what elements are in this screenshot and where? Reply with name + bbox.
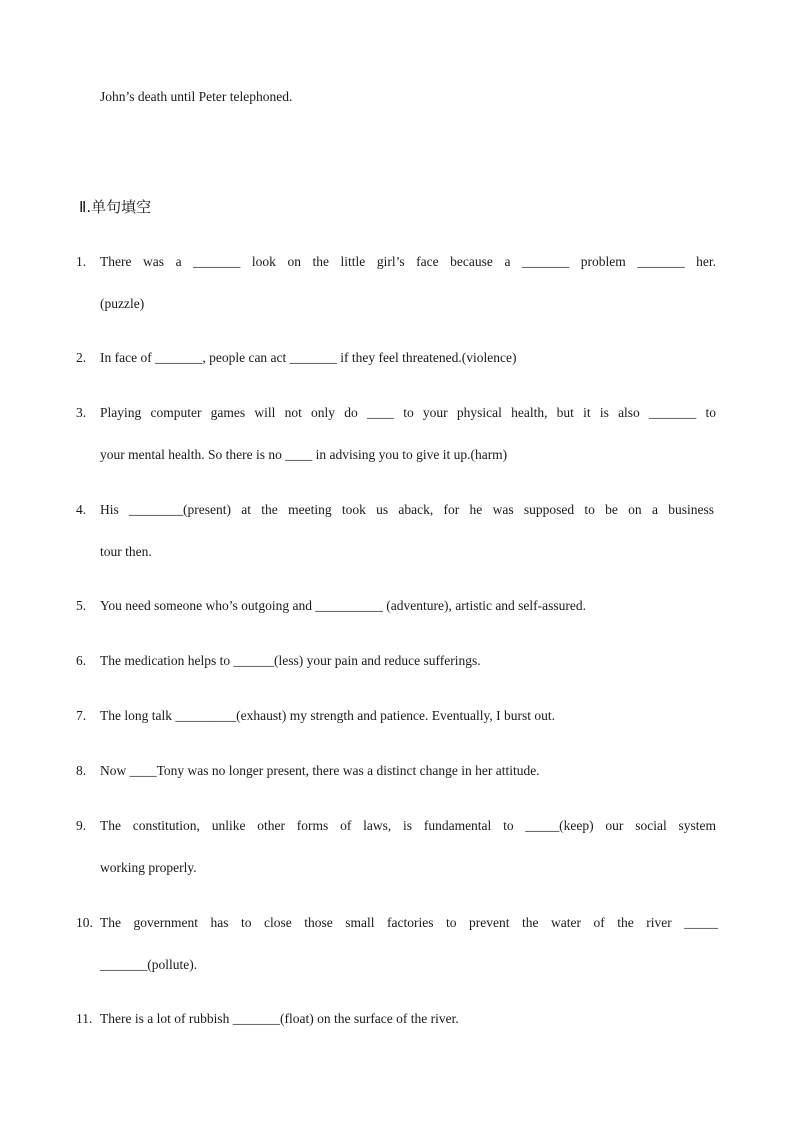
question-number: 2.: [76, 350, 87, 365]
question-text: your mental health. So there is no ____ in advising you to give it up.(harm): [100, 447, 508, 462]
question-text: There was a _______ look on the little girl’s face because a _______ problem _______ her.: [100, 254, 716, 269]
question-number: 3.: [76, 405, 87, 420]
question-number: 7.: [76, 708, 87, 723]
question-text: _______(pollute).: [100, 957, 198, 972]
question-number: 8.: [76, 763, 87, 778]
question-number: 9.: [76, 818, 87, 833]
question-text: Playing computer games will not only do ____ to your physical health, but it is also _______ to: [100, 405, 716, 420]
question-number: 6.: [76, 653, 87, 668]
question-text: There is a lot of rubbish _______(float) on the surface of the river.: [100, 1011, 459, 1026]
question-text: The long talk _________(exhaust) my strength and patience. Eventually, I burst out.: [100, 708, 556, 723]
question-text: The medication helps to ______(less) your pain and reduce sufferings.: [100, 653, 481, 668]
question-text: Now ____Tony was no longer present, there was a distinct change in her attitude.: [100, 763, 540, 778]
question-number: 4.: [76, 502, 87, 517]
question-text: The constitution, unlike other forms of laws, is fundamental to _____(keep) our social system: [100, 818, 716, 833]
question-text: You need someone who’s outgoing and __________ (adventure), artistic and self-assured.: [100, 598, 587, 613]
question-text: working properly.: [100, 860, 197, 875]
question-number: 10.: [76, 915, 93, 930]
question-text: (puzzle): [100, 296, 145, 311]
continuation-line: John’s death until Peter telephoned.: [100, 89, 293, 104]
question-number: 11.: [76, 1011, 93, 1026]
question-text: In face of _______, people can act _______ if they feel threatened.(violence): [100, 350, 517, 365]
question-text: tour then.: [100, 544, 152, 559]
question-number: 5.: [76, 598, 87, 613]
question-text: His ________(present) at the meeting took us aback, for he was supposed to be on a business: [100, 502, 714, 517]
question-number: 1.: [76, 254, 87, 269]
section-title: Ⅱ.单句填空: [79, 198, 152, 216]
question-text: The government has to close those small factories to prevent the water of the river _____: [100, 915, 718, 930]
